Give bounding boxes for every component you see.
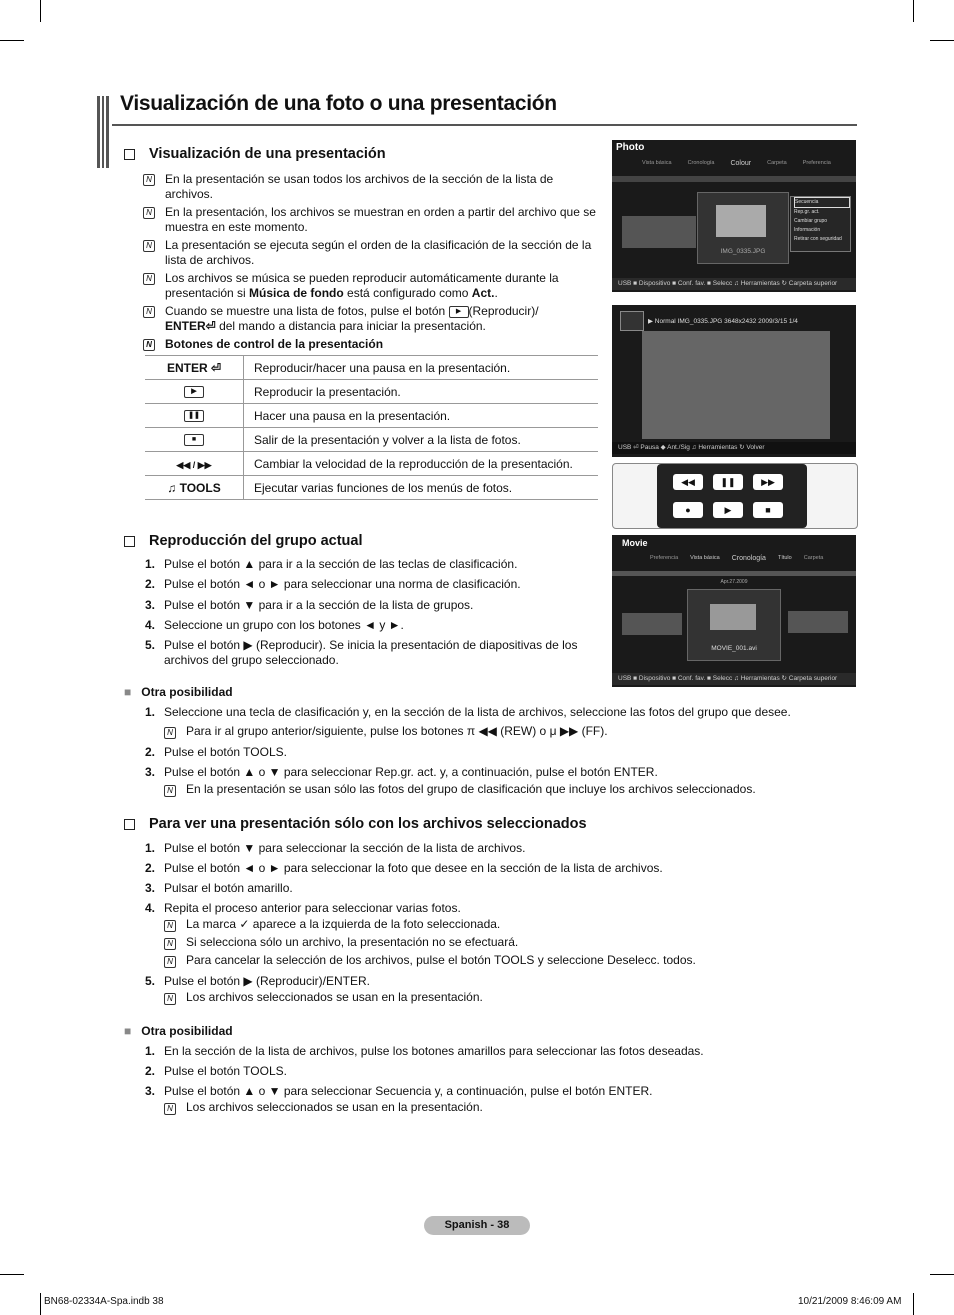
rewind-icon: ◀◀ bbox=[673, 474, 703, 490]
note-icon: N bbox=[164, 920, 176, 932]
note: N Botones de control de la presentación bbox=[143, 337, 603, 352]
note-icon: N bbox=[164, 993, 176, 1005]
table-row: ◀◀ / ▶▶ Cambiar la velocidad de la reproducción de la presentación. bbox=[145, 452, 598, 476]
play-icon: ▶ bbox=[713, 502, 743, 518]
note-icon: N bbox=[143, 240, 155, 252]
record-icon: ● bbox=[673, 502, 703, 518]
checkbox-bullet-icon bbox=[124, 149, 135, 160]
checkbox-bullet-icon bbox=[124, 536, 135, 547]
controls-table bbox=[145, 355, 598, 500]
table-row: ▶ Reproducir la presentación. bbox=[145, 380, 598, 404]
note-icon: N bbox=[143, 207, 155, 219]
note-icon: N bbox=[164, 727, 176, 739]
note: N Cuando se muestre una lista de fotos, pulse el botón ▶ (Reproducir)/ ENTER⏎ del mando a distancia para iniciar la presentación. bbox=[143, 304, 603, 334]
title-decoration bbox=[97, 96, 109, 168]
note-icon: N bbox=[164, 785, 176, 797]
title-rule bbox=[112, 124, 857, 126]
note: N Los archivos se música se pueden reproducir automáticamente durante la presentación si Música de fondo está configurado como Act.. bbox=[143, 271, 603, 301]
footer-date: 10/21/2009 8:46:09 AM bbox=[798, 1296, 902, 1307]
note-icon: N bbox=[164, 938, 176, 950]
section-heading-slideshow: Visualización de una presentación bbox=[124, 146, 386, 162]
slideshow-screen: ▶ Normal IMG_0335.JPG 3648x2432 2009/3/15 1/4 USB ⏎ Pausa ◆ Ant./Sig ♫ Herramientas ↻ Volver bbox=[612, 305, 856, 457]
pause-icon: ❚❚ bbox=[713, 474, 743, 490]
table-row: ENTER ⏎ Reproducir/hacer una pausa en la presentación. bbox=[145, 356, 598, 380]
checkbox-bullet-icon bbox=[124, 819, 135, 830]
photo-list-screen: Photo Vista básica Cronología Colour Carpeta Preferencia IMG_0335.JPG Secuencia Rep.gr. act. Cambiar grupo Información Retirar con seguridad USB ■ Dispositivo ■ Conf. fav. ■ Selecc ♫ Herramientas ↻ Carpeta superior bbox=[612, 140, 856, 292]
note: N En la presentación, los archivos se muestran en orden a partir del archivo que se muestra en este momento. bbox=[143, 205, 603, 235]
note: N En la presentación se usan todos los archivos de la sección de la lista de archivos. bbox=[143, 172, 603, 202]
note: N La presentación se ejecuta según el orden de la clasificación de la sección de la lista de archivos. bbox=[143, 238, 603, 268]
movie-list-screen: Movie Preferencia Vista básica Cronología Título Carpeta Apr.27.2009 MOVIE_001.avi USB ■ Dispositivo ■ Conf. fav. ■ Selecc ♫ Herramientas ↻ Carpeta superior bbox=[612, 535, 856, 687]
alt-heading: ■ Otra posibilidad bbox=[124, 1024, 233, 1038]
play-icon: ▶ bbox=[449, 306, 469, 318]
fast-forward-icon: ▶▶ bbox=[753, 474, 783, 490]
note-icon: N bbox=[143, 174, 155, 186]
note-icon: N bbox=[164, 956, 176, 968]
note-icon: N bbox=[143, 273, 155, 285]
table-row: ♫ TOOLS Ejecutar varias funciones de los menús de fotos. bbox=[145, 476, 598, 500]
footer-file: BN68-02334A-Spa.indb 38 bbox=[44, 1296, 164, 1307]
section-heading-selected: Para ver una presentación sólo con los archivos seleccionados bbox=[124, 816, 587, 832]
table-row: ❚❚ Hacer una pausa en la presentación. bbox=[145, 404, 598, 428]
table-row: ■ Salir de la presentación y volver a la lista de fotos. bbox=[145, 428, 598, 452]
stop-icon: ■ bbox=[753, 502, 783, 518]
page-title: Visualización de una foto o una presentación bbox=[120, 92, 557, 115]
remote-image bbox=[612, 463, 858, 529]
note-icon: N bbox=[164, 1103, 176, 1115]
alt-heading: ■ Otra posibilidad bbox=[124, 685, 233, 699]
page-number-badge: Spanish - 38 bbox=[424, 1216, 530, 1235]
note-icon: N bbox=[143, 339, 155, 351]
note-icon: N bbox=[143, 306, 155, 318]
section-heading-group: Reproducción del grupo actual bbox=[124, 533, 363, 549]
